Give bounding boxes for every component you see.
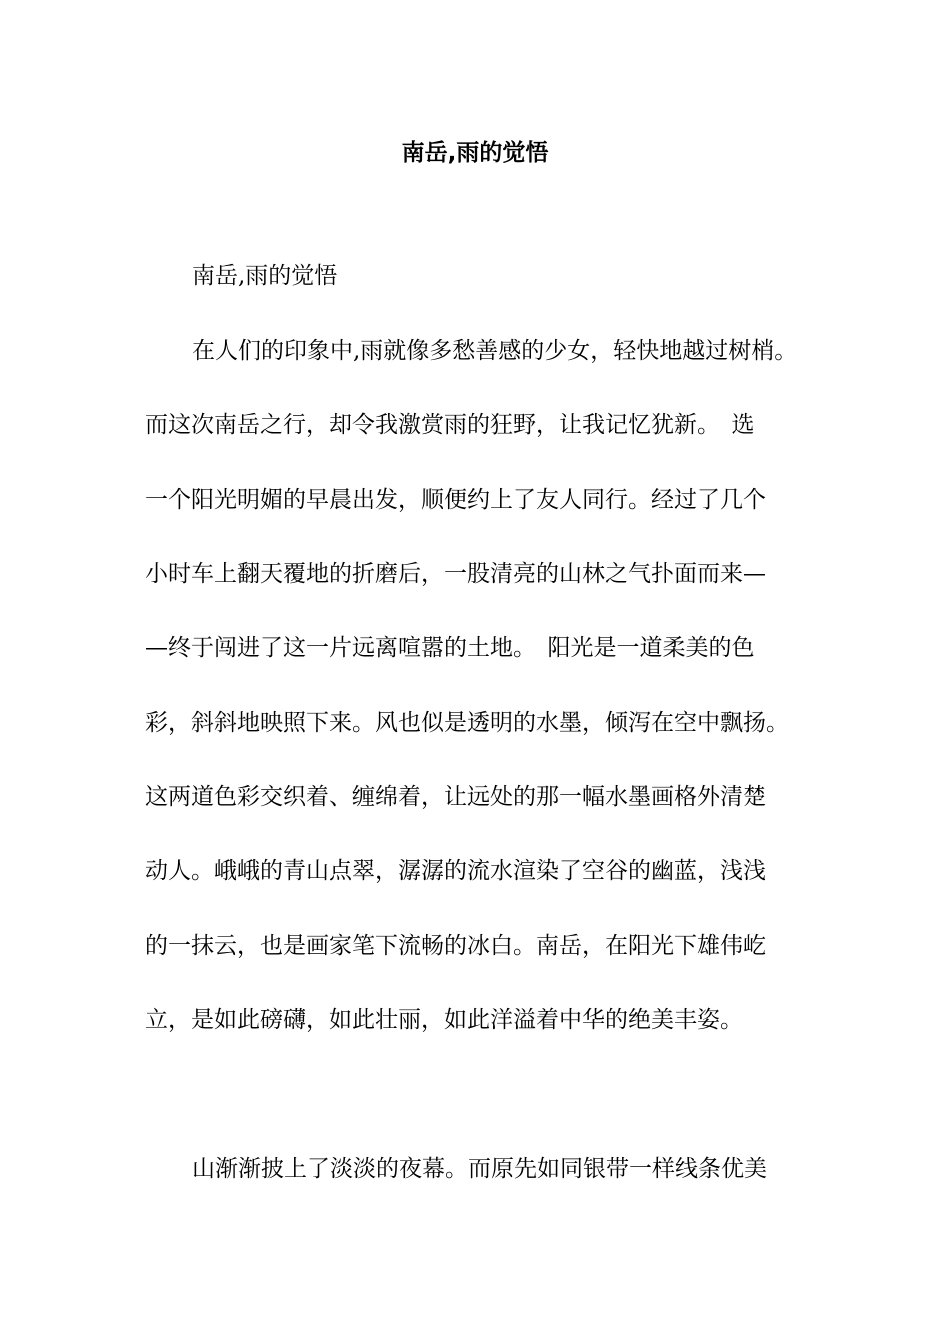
text-line: 立，是如此磅礴，如此壮丽，如此洋溢着中华的绝美丰姿。 bbox=[145, 1007, 743, 1033]
text-line: 彩，斜斜地映照下来。风也似是透明的水墨，倾泻在空中飘扬。 bbox=[145, 710, 789, 736]
text-line: 而这次南岳之行，却令我激赏雨的狂野，让我记忆犹新。 选 bbox=[145, 412, 755, 438]
text-line: 在人们的印象中,雨就像多愁善感的少女，轻快地越过树梢。 bbox=[192, 338, 798, 364]
text-line: 山渐渐披上了淡淡的夜幕。而原先如同银带一样线条优美 bbox=[192, 1156, 767, 1182]
text-line: 动人。峨峨的青山点翠，潺潺的流水渲染了空谷的幽蓝，浅浅 bbox=[145, 858, 766, 884]
document-title: 南岳,雨的觉悟 bbox=[401, 140, 549, 166]
text-line: 一个阳光明媚的早晨出发，顺便约上了友人同行。经过了几个 bbox=[145, 487, 766, 513]
text-line: 这两道色彩交织着、缠绵着，让远处的那一幅水墨画格外清楚 bbox=[145, 784, 766, 810]
paragraph-heading: 南岳,雨的觉悟 bbox=[192, 263, 338, 289]
text-line: 的一抹云，也是画家笔下流畅的冰白。南岳，在阳光下雄伟屹 bbox=[145, 933, 766, 959]
text-line: —终于闯进了这一片远离喧嚣的土地。 阳光是一道柔美的色 bbox=[145, 635, 755, 661]
text-line: 小时车上翻天覆地的折磨后，一股清亮的山林之气扑面而来— bbox=[145, 561, 766, 587]
